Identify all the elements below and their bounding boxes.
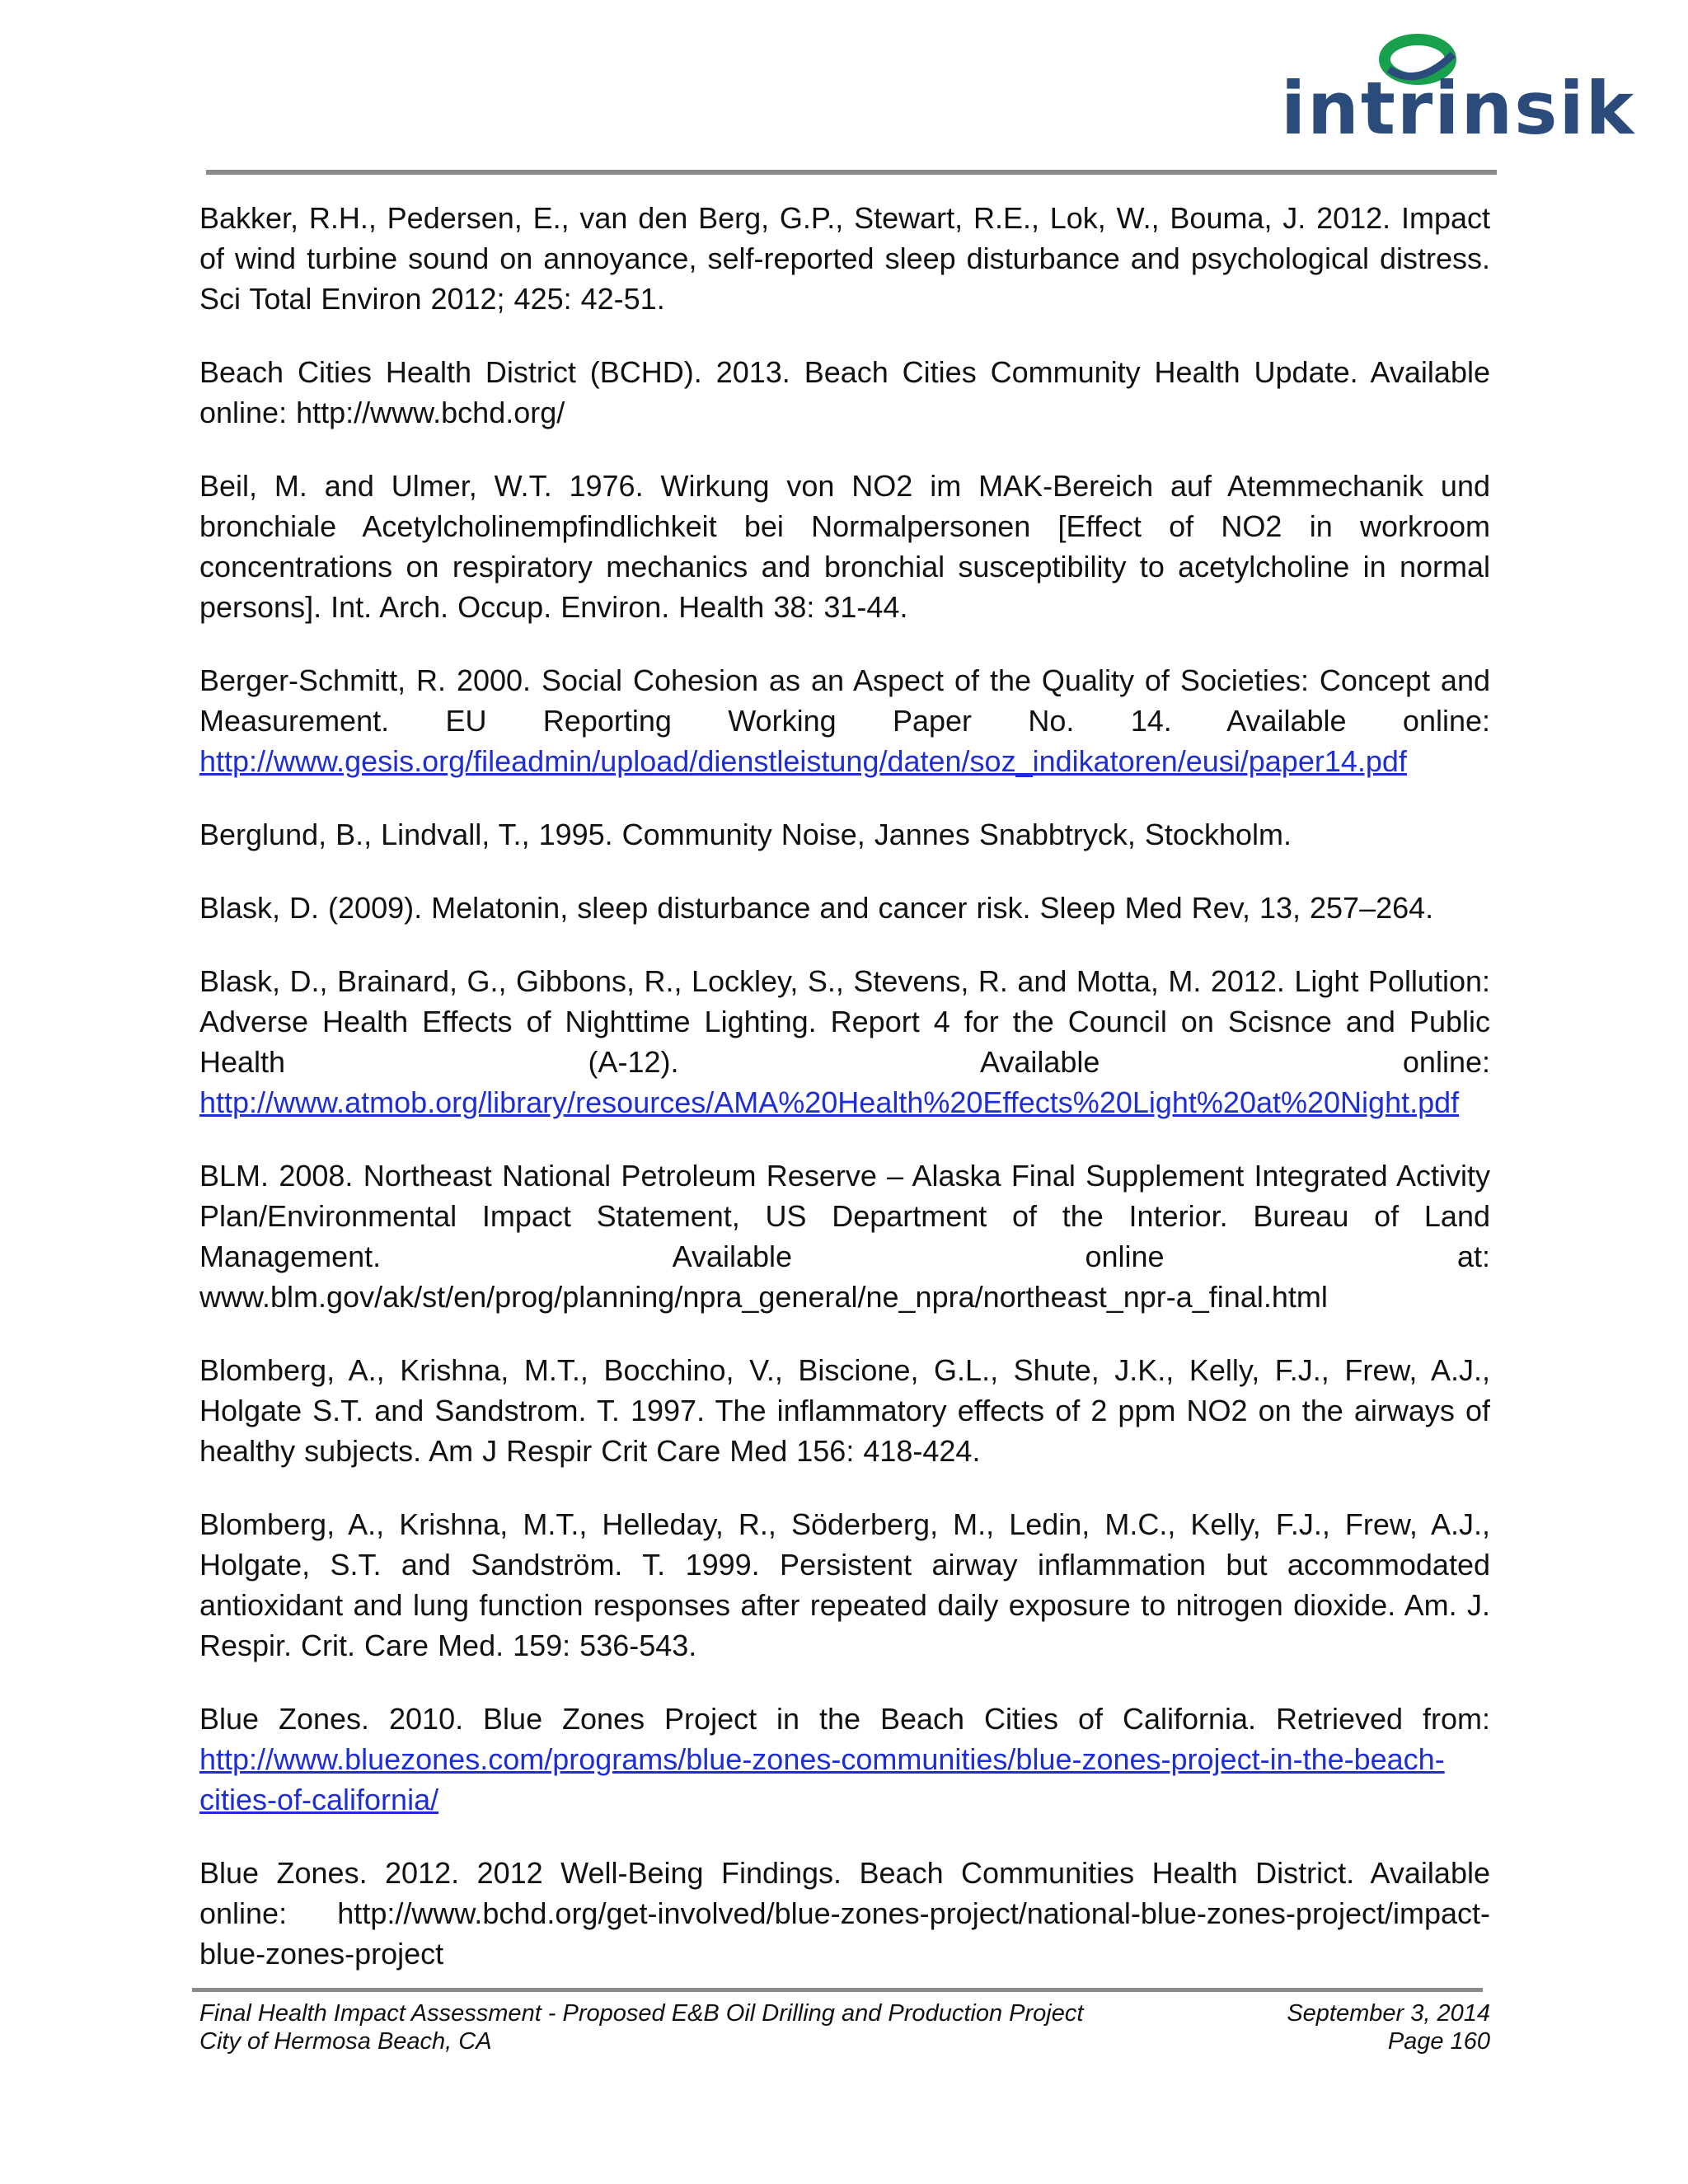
reference-entry bbox=[199, 352, 1490, 433]
reference-entry bbox=[199, 814, 1490, 855]
reference-text: Blomberg, A., Krishna, M.T., Helleday, R., Söderberg, M., Ledin, M.C., Kelly, F.J., Frew, A.J., Holgate, S.T. and Sandström. T. 1999. Persistent airway inflammation but accommodated antioxidant and lung function responses after repeated daily exposure to nitrogen dioxide. Am. J. Respir. Crit. Care Med. 159: 536-543. bbox=[199, 1507, 1490, 1662]
footer-page-number: Page 160 bbox=[1387, 2028, 1490, 2055]
footer-document-title: Final Health Impact Assessment - Proposed E&B Oil Drilling and Production Project bbox=[199, 2000, 1084, 2027]
page-footer bbox=[199, 1999, 1490, 2055]
reference-entry bbox=[199, 1853, 1490, 1974]
reference-entry bbox=[199, 660, 1490, 781]
reference-text: Berger-Schmitt, R. 2000. Social Cohesion as an Aspect of the Quality of Societies: Concept and Measurement. EU Reporting Working Paper No. 14. Available online: bbox=[199, 663, 1490, 738]
reference-text: Blue Zones. 2010. Blue Zones Project in the Beach Cities of California. Retrieved from: bbox=[199, 1702, 1490, 1736]
logo-wordmark: intrinsik bbox=[1281, 66, 1636, 151]
reference-text: Blask, D., Brainard, G., Gibbons, R., Lockley, S., Stevens, R. and Motta, M. 2012. Light Pollution: Adverse Health Effects of Nighttime Lighting. Report 4 for the Council on Scisnce and Public Health (A-12). Available online: bbox=[199, 964, 1490, 1079]
reference-entry bbox=[199, 198, 1490, 319]
reference-text: Blomberg, A., Krishna, M.T., Bocchino, V., Biscione, G.L., Shute, J.K., Kelly, F.J., Frew, A.J., Holgate S.T. and Sandstrom. T. 1997. The inflammatory effects of 2 ppm NO2 on the airways of healthy subjects. Am J Respir Crit Care Med 156: 418-424. bbox=[199, 1353, 1490, 1468]
reference-entry bbox=[199, 1699, 1490, 1820]
reference-link[interactable]: http://www.atmob.org/library/resources/AMA%20Health%20Effects%20Light%20at%20Night.pdf bbox=[199, 1085, 1460, 1119]
intrinsik-logo bbox=[1261, 31, 1636, 155]
reference-entry bbox=[199, 888, 1490, 928]
reference-text: Blask, D. (2009). Melatonin, sleep disturbance and cancer risk. Sleep Med Rev, 13, 257–264. bbox=[199, 891, 1434, 925]
reference-text: Beach Cities Health District (BCHD). 2013. Beach Cities Community Health Update. Available online: http://www.bchd.org/ bbox=[199, 355, 1490, 429]
reference-entry bbox=[199, 466, 1490, 627]
reference-link[interactable]: http://www.bluezones.com/programs/blue-zones-communities/blue-zones-project-in-the-beach-cities-of-california/ bbox=[199, 1742, 1445, 1816]
reference-entry bbox=[199, 961, 1490, 1122]
reference-list bbox=[199, 198, 1490, 2007]
reference-text: BLM. 2008. Northeast National Petroleum Reserve – Alaska Final Supplement Integrated Activity Plan/Environmental Impact Statement, US Department of the Interior. Bureau of Land Management. Available online at: bbox=[199, 1159, 1490, 1273]
reference-entry bbox=[199, 1504, 1490, 1666]
reference-entry bbox=[199, 1350, 1490, 1471]
reference-text: Beil, M. and Ulmer, W.T. 1976. Wirkung von NO2 im MAK-Bereich auf Atemmechanik und bronchiale Acetylcholinempfindlichkeit bei Normalpersonen [Effect of NO2 in workroom concentrations on respiratory mechanics and bronchial susceptibility to acetylcholine in normal persons]. Int. Arch. Occup. Environ. Health 38: 31-44. bbox=[199, 469, 1490, 624]
reference-entry bbox=[199, 1155, 1490, 1317]
reference-link[interactable]: http://www.gesis.org/fileadmin/upload/dienstleistung/daten/soz_indikatoren/eusi/paper14.pdf bbox=[199, 744, 1407, 778]
footer-rule bbox=[192, 1988, 1483, 1992]
header-rule bbox=[206, 170, 1497, 175]
reference-url-text: www.blm.gov/ak/st/en/prog/planning/npra_general/ne_npra/northeast_npr-a_final.html bbox=[199, 1280, 1328, 1314]
reference-text: Bakker, R.H., Pedersen, E., van den Berg, G.P., Stewart, R.E., Lok, W., Bouma, J. 2012. Impact of wind turbine sound on annoyance, self-reported sleep disturbance and psychological distress. Sci Total Environ 2012; 425: 42-51. bbox=[199, 201, 1490, 316]
footer-location: City of Hermosa Beach, CA bbox=[199, 2028, 492, 2055]
reference-text: Berglund, B., Lindvall, T., 1995. Community Noise, Jannes Snabbtryck, Stockholm. bbox=[199, 818, 1292, 851]
reference-text: Blue Zones. 2012. 2012 Well-Being Findings. Beach Communities Health District. Available online: http://www.bchd.org/get-involved/blue-zones-project/national-blue-zones-project/impact-blue-zones-project bbox=[199, 1856, 1490, 1971]
footer-date: September 3, 2014 bbox=[1287, 2000, 1490, 2027]
